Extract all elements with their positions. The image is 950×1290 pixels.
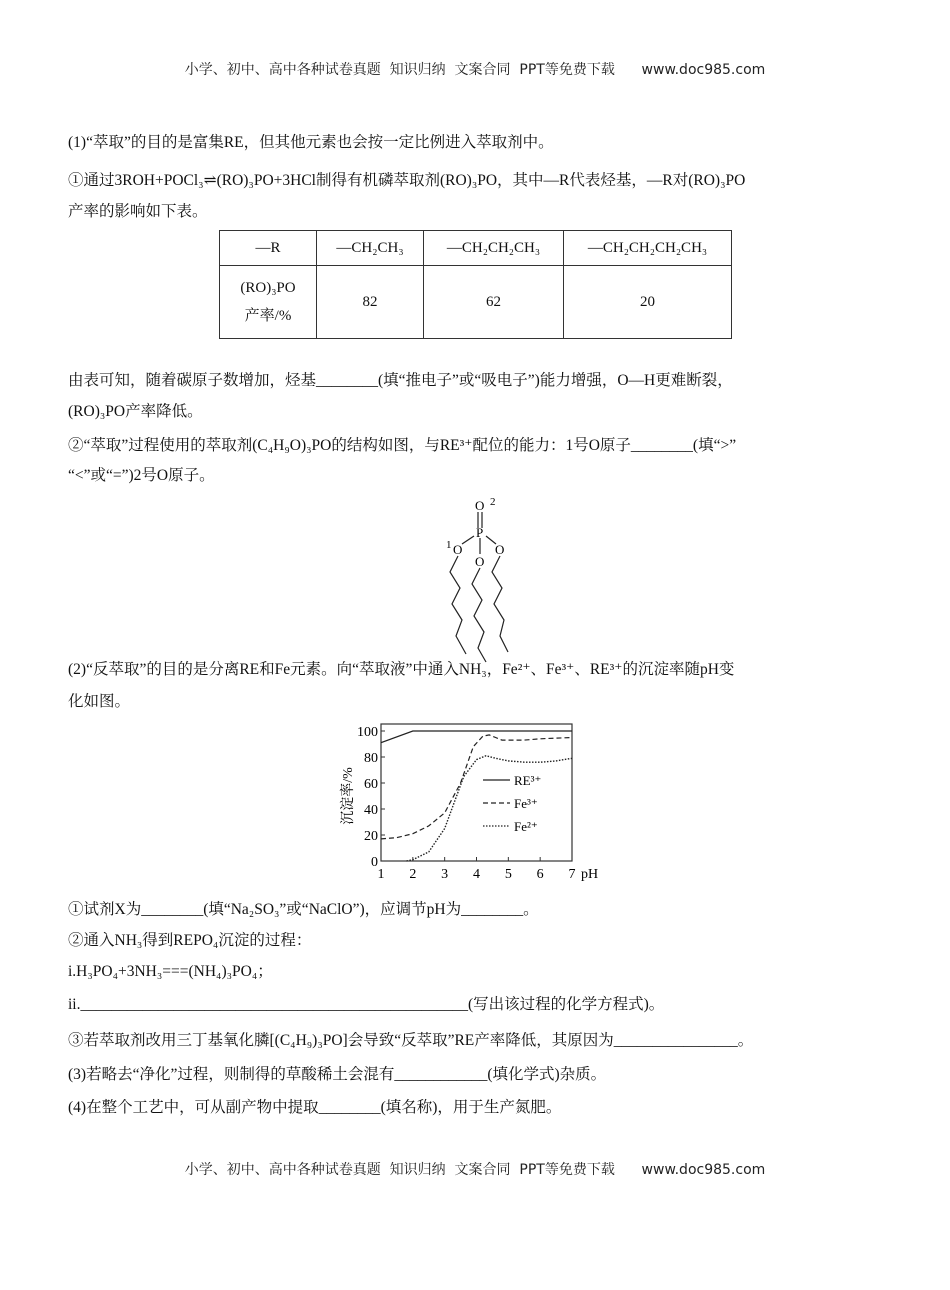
row-label: [220, 266, 317, 339]
atom-o: O: [475, 554, 485, 569]
series-line-solid: [381, 731, 572, 743]
atom-o2: O: [475, 498, 485, 513]
table-cell: 62: [424, 266, 564, 339]
table-header: —CH₂CH₃: [317, 231, 424, 266]
x-axis-label: pH: [581, 867, 599, 882]
text-line: i.H₃PO₄+3NH₃===(NH₄)₃PO₄；: [68, 963, 273, 980]
plot-frame: [381, 724, 572, 861]
atom-p: P: [476, 525, 484, 540]
x-tick-label: 2: [409, 867, 417, 882]
table-cell: 82: [317, 266, 424, 339]
text-line: “<”或“=”)2号O原子。: [68, 467, 215, 484]
text-line: ①试剂X为________(填“Na₂SO₃”或“NaClO”)，应调节pH为________。: [68, 901, 539, 918]
y-tick-label: 80: [364, 751, 378, 766]
page-header: 小学、初中、高中各种试卷真题 知识归纳 文案合同 PPT等免费下载 www.doc985.com: [184, 62, 766, 78]
text-line: (4)在整个工艺中，可从副产物中提取________(填名称)，用于生产氮肥。: [68, 1099, 562, 1116]
atom-o1: O: [453, 542, 463, 557]
y-tick-label: 40: [364, 803, 378, 818]
text-line: (1)“萃取”的目的是富集RE，但其他元素也会按一定比例进入萃取剂中。: [68, 134, 554, 151]
text-line: ②通入NH₃得到REPO₄沉淀的过程：: [68, 932, 312, 949]
table-cell: 20: [564, 266, 732, 339]
y-tick-label: 0: [371, 855, 378, 870]
text-line: 产率的影响如下表。: [68, 203, 208, 220]
row-label-line: 产率/%: [244, 308, 292, 324]
molecule-structure: [420, 492, 530, 664]
text-line: 化如图。: [68, 693, 131, 710]
x-tick-label: 5: [504, 867, 512, 882]
text-line: (3)若略去“净化”过程，则制得的草酸稀土会混有____________(填化学式)杂质。: [68, 1066, 607, 1083]
legend-label: Fe³⁺: [514, 796, 538, 811]
text-line: ii.__________________________________________________(写出该过程的化学方程式)。: [68, 996, 665, 1013]
x-tick-label: 1: [377, 867, 385, 882]
legend-label: Fe²⁺: [514, 819, 538, 834]
label-2: 2: [490, 496, 496, 508]
text-line: (2)“反萃取”的目的是分离RE和Fe元素。向“萃取液”中通入NH₃，Fe²⁺、Fe³⁺、RE³⁺的沉淀率随pH变: [68, 661, 735, 678]
x-tick-label: 4: [473, 867, 480, 882]
precipitation-chart: [330, 715, 610, 890]
text-line: ②“萃取”过程使用的萃取剂(C₄H₉O)₃PO的结构如图，与RE³⁺配位的能力：1号O原子________(填“>”: [68, 437, 737, 454]
r-group-yield-table: [219, 230, 732, 339]
y-axis-label: 沉淀率/%: [341, 767, 356, 825]
y-tick-label: 60: [364, 777, 378, 792]
text-line: ③若萃取剂改用三丁基氧化膦[(C₄H₉)₃PO]会导致“反萃取”RE产率降低，其原因为________________。: [68, 1032, 754, 1049]
y-tick-label: 20: [364, 829, 378, 844]
x-tick-label: 7: [568, 867, 576, 882]
x-tick-label: 3: [441, 867, 449, 882]
text-line: (RO)₃PO产率降低。: [68, 403, 203, 420]
series-line-dotted: [406, 756, 572, 861]
label-1: 1: [446, 539, 452, 551]
x-tick-label: 6: [536, 867, 544, 882]
table-header: —CH₂CH₂CH₃: [424, 231, 564, 266]
page-footer: 小学、初中、高中各种试卷真题 知识归纳 文案合同 PPT等免费下载 www.doc985.com: [184, 1162, 766, 1178]
text-line: 由表可知，随着碳原子数增加，烃基________(填“推电子”或“吸电子”)能力增强，O—H更难断裂，: [68, 372, 733, 389]
table-header: —CH₂CH₂CH₂CH₃: [564, 231, 732, 266]
text-line: ①通过3ROH+POCl₃⇌(RO)₃PO+3HCl制得有机磷萃取剂(RO)₃PO，其中—R代表烃基，—R对(RO)₃PO: [68, 172, 746, 189]
legend-label: RE³⁺: [514, 773, 542, 788]
atom-o: O: [495, 542, 505, 557]
row-label-line: (RO)₃PO: [240, 280, 296, 296]
series-line-dashed: [381, 735, 572, 839]
table-header: —R: [220, 231, 317, 266]
y-tick-label: 100: [357, 725, 378, 740]
